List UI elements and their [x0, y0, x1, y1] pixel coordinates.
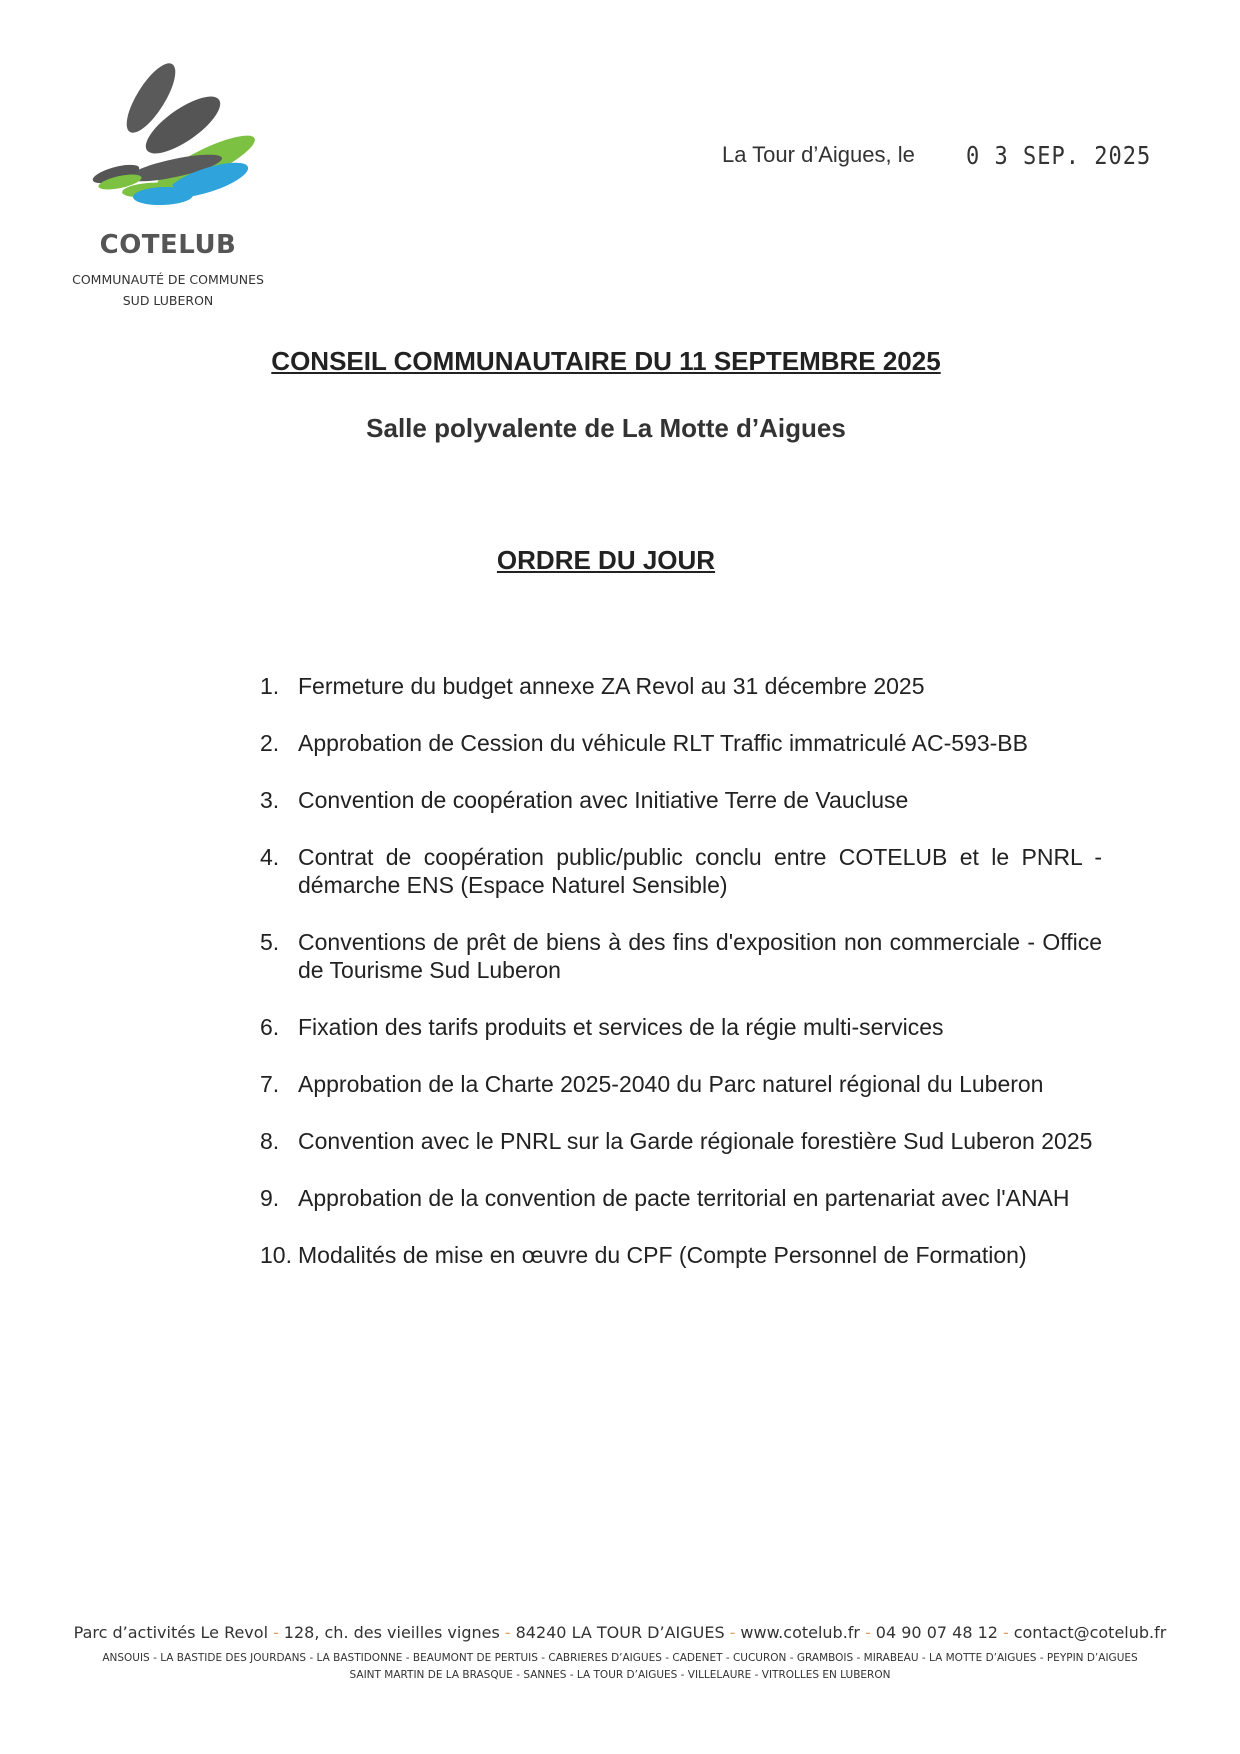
- agenda-item-text: Approbation de la convention de pacte territorial en partenariat avec l'ANAH: [298, 1185, 1070, 1211]
- footer-contact: [0, 1623, 1240, 1642]
- agenda-item: [260, 1241, 1102, 1269]
- footer-towns-line1: ANSOUIS - LA BASTIDE DES JOURDANS - LA BASTIDONNE - BEAUMONT DE PERTUIS - CABRIERES D’AIGUES - CADENET - CUCURON - GRAMBOIS - MIRABEAU - LA MOTTE D’AIGUES - PEYPIN D’AIGUES: [102, 1652, 1138, 1664]
- agenda-item: [260, 843, 1102, 899]
- agenda-item-text: Fixation des tarifs produits et services de la régie multi-services: [298, 1014, 944, 1040]
- cotelub-logo: [58, 58, 278, 308]
- place-date-prefix: La Tour d’Aigues, le: [722, 142, 915, 167]
- cotelub-emblem: [58, 58, 278, 208]
- agenda-item-number: 1.: [260, 673, 280, 699]
- agenda-item-number: 6.: [260, 1014, 280, 1040]
- agenda-item: [260, 1070, 1102, 1098]
- logo-subtitle-line2: SUD LUBERON: [122, 293, 214, 308]
- agenda-item-text: Approbation de Cession du véhicule RLT Traffic immatriculé AC-593-BB: [298, 730, 1028, 756]
- footer-street: 128, ch. des vieilles vignes: [283, 1623, 500, 1642]
- agenda-item-text: Conventions de prêt de biens à des fins d'exposition non commerciale - Office de Tourisme Sud Luberon: [298, 929, 1102, 983]
- footer-towns-line2: SAINT MARTIN DE LA BRASQUE - SANNES - LA TOUR D’AIGUES - VILLELAURE - VITROLLES EN LUBERON: [349, 1669, 891, 1681]
- footer-phone: 04 90 07 48 12: [875, 1623, 998, 1642]
- agenda-item-text: Convention de coopération avec Initiative Terre de Vaucluse: [298, 787, 909, 813]
- agenda-item: [260, 672, 1102, 700]
- footer-address: Parc d’activités Le Revol: [73, 1623, 269, 1642]
- date-stamp: 0 3 SEP. 2025: [966, 142, 1152, 171]
- agenda-list: [260, 672, 1102, 1269]
- agenda-item-text: Fermeture du budget annexe ZA Revol au 31 décembre 2025: [298, 673, 925, 699]
- agenda-item-number: 2.: [260, 730, 280, 756]
- agenda-item-text: Contrat de coopération public/public conclu entre COTELUB et le PNRL - démarche ENS (Espace Naturel Sensible): [298, 844, 1102, 898]
- logo-name: COTELUB: [99, 230, 237, 260]
- agenda-heading: ORDRE DU JOUR: [496, 545, 716, 575]
- agenda-item: [260, 1013, 1102, 1041]
- agenda-item: [260, 1184, 1102, 1212]
- agenda-item-number: 4.: [260, 844, 280, 870]
- agenda-item: [260, 928, 1102, 984]
- agenda-item-text: Modalités de mise en œuvre du CPF (Compte Personnel de Formation): [298, 1242, 1027, 1268]
- footer-separator: -: [504, 1623, 511, 1642]
- footer-separator: -: [729, 1623, 736, 1642]
- agenda-item: [260, 1127, 1102, 1155]
- venue: Salle polyvalente de La Motte d’Aigues: [366, 413, 846, 443]
- footer-separator: -: [865, 1623, 871, 1642]
- agenda-item: [260, 729, 1102, 757]
- agenda-item-text: Convention avec le PNRL sur la Garde régionale forestière Sud Luberon 2025: [298, 1128, 1093, 1154]
- footer-city: 84240 LA TOUR D’AIGUES: [515, 1623, 725, 1642]
- agenda-item: [260, 786, 1102, 814]
- agenda-item-text: Approbation de la Charte 2025-2040 du Parc naturel régional du Luberon: [298, 1071, 1044, 1097]
- agenda-item-number: 9.: [260, 1185, 280, 1211]
- footer-email[interactable]: contact@cotelub.fr: [1013, 1623, 1167, 1642]
- footer-website[interactable]: www.cotelub.fr: [740, 1623, 861, 1642]
- logo-subtitle-line1: COMMUNAUTÉ DE COMMUNES: [72, 272, 264, 287]
- footer-separator: -: [1002, 1623, 1009, 1642]
- footer-separator: -: [273, 1623, 279, 1642]
- page-title: CONSEIL COMMUNAUTAIRE DU 11 SEPTEMBRE 2025: [271, 346, 941, 376]
- agenda-item-number: 8.: [260, 1128, 280, 1154]
- agenda-item-number: 7.: [260, 1071, 280, 1097]
- agenda-item-number: 3.: [260, 787, 280, 813]
- agenda-item-number: 10.: [260, 1242, 292, 1268]
- agenda-item-number: 5.: [260, 929, 280, 955]
